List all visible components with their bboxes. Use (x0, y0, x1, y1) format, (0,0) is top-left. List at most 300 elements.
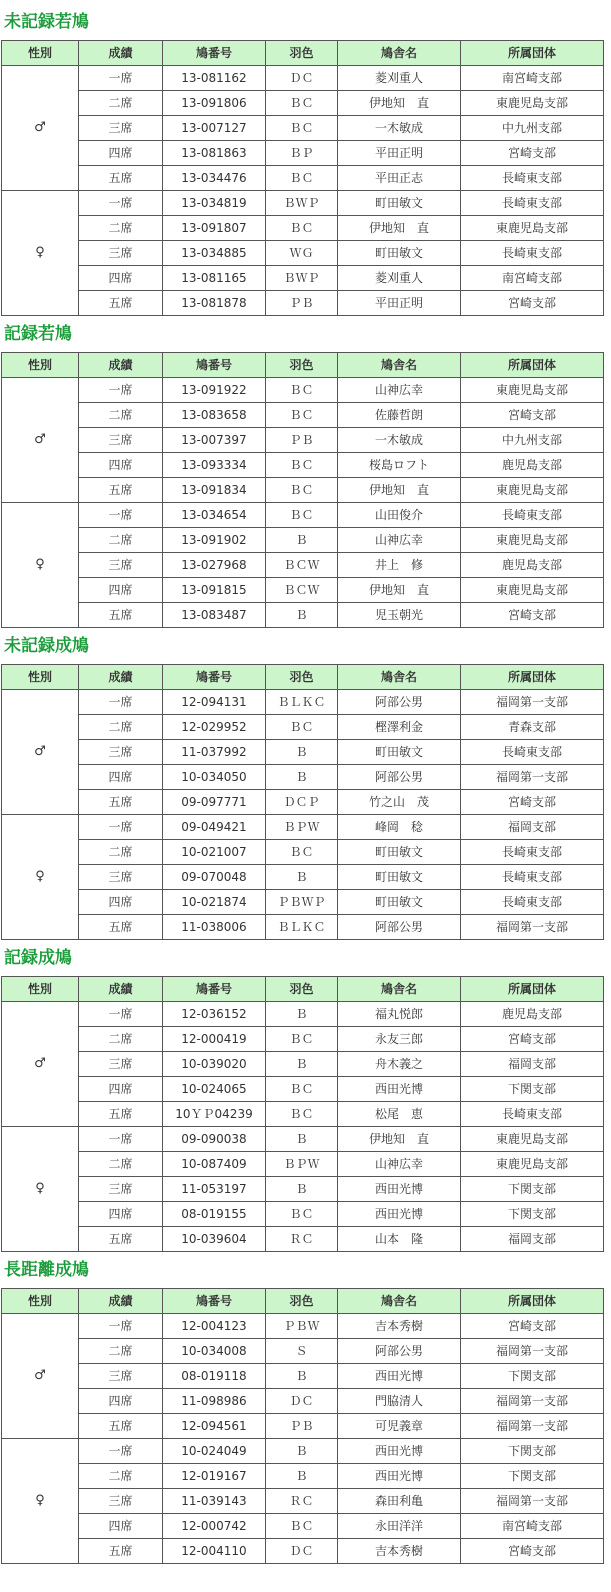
loft-name-cell: 阿部公男 (338, 765, 461, 790)
loft-name-cell: 佐藤哲朗 (338, 403, 461, 428)
section-title: 未記録成鳩 (4, 636, 89, 656)
club-cell: 福岡第一支部 (461, 1414, 604, 1439)
column-header: 成績 (79, 977, 163, 1002)
club-cell: 鹿児島支部 (461, 1002, 604, 1027)
loft-name-cell: 平田正志 (338, 166, 461, 191)
color-cell: Ｂ (266, 1052, 338, 1077)
band-number-cell: 13-091815 (163, 578, 266, 603)
band-number-cell: 13-081162 (163, 66, 266, 91)
band-number-cell: 12-000419 (163, 1027, 266, 1052)
color-cell: Ｂ (266, 528, 338, 553)
club-cell: 長崎東支部 (461, 1102, 604, 1127)
color-cell: ＷＧ (266, 241, 338, 266)
column-header: 羽色 (266, 665, 338, 690)
table-row (2, 840, 604, 865)
loft-name-cell: 町田敏文 (338, 890, 461, 915)
rank-cell: 三席 (79, 865, 163, 890)
rank-cell: 四席 (79, 1077, 163, 1102)
loft-name-cell: 福丸悦郎 (338, 1002, 461, 1027)
color-cell: Ｂ (266, 1127, 338, 1152)
club-cell: 鹿児島支部 (461, 553, 604, 578)
band-number-cell: 13-083658 (163, 403, 266, 428)
band-number-cell: 13-027968 (163, 553, 266, 578)
band-number-cell: 10-024065 (163, 1077, 266, 1102)
band-number-cell: 08-019118 (163, 1364, 266, 1389)
loft-name-cell: 児玉朝光 (338, 603, 461, 628)
color-cell: ＰＢＷ (266, 1314, 338, 1339)
table-row (2, 1027, 604, 1052)
rank-cell: 三席 (79, 428, 163, 453)
column-header: 成績 (79, 665, 163, 690)
loft-name-cell: 西田光博 (338, 1202, 461, 1227)
table-row (2, 66, 604, 91)
color-cell: ＰＢＷＰ (266, 890, 338, 915)
loft-name-cell: 松尾 恵 (338, 1102, 461, 1127)
rank-cell: 一席 (79, 378, 163, 403)
table-row (2, 453, 604, 478)
section-title: 長距離成鳩 (4, 1260, 89, 1280)
color-cell: ＢＷＰ (266, 191, 338, 216)
club-cell: 長崎東支部 (461, 865, 604, 890)
column-header: 性別 (2, 665, 79, 690)
table-row (2, 1152, 604, 1177)
results-section (0, 312, 611, 624)
color-cell: ＢＣ (266, 1077, 338, 1102)
color-cell: ＢＣ (266, 116, 338, 141)
color-cell: Ｂ (266, 1177, 338, 1202)
column-header: 性別 (2, 41, 79, 66)
club-cell: 長崎東支部 (461, 191, 604, 216)
band-number-cell: 11-038006 (163, 915, 266, 940)
color-cell: ＲＣ (266, 1227, 338, 1252)
club-cell: 東鹿児島支部 (461, 216, 604, 241)
club-cell: 東鹿児島支部 (461, 1152, 604, 1177)
color-cell: ＢＷＰ (266, 266, 338, 291)
rank-cell: 四席 (79, 453, 163, 478)
rank-cell: 三席 (79, 116, 163, 141)
loft-name-cell: 永友三郎 (338, 1027, 461, 1052)
band-number-cell: 12-019167 (163, 1464, 266, 1489)
rank-cell: 二席 (79, 1152, 163, 1177)
column-header: 所属団体 (461, 977, 604, 1002)
table-row (2, 553, 604, 578)
band-number-cell: 12-036152 (163, 1002, 266, 1027)
header-row (2, 977, 604, 1002)
rank-cell: 四席 (79, 1389, 163, 1414)
band-number-cell: 13-081165 (163, 266, 266, 291)
table-row (2, 1002, 604, 1027)
rank-cell: 四席 (79, 578, 163, 603)
color-cell: ＢＣ (266, 91, 338, 116)
rank-cell: 二席 (79, 403, 163, 428)
color-cell: ＢＣ (266, 503, 338, 528)
table-row (2, 91, 604, 116)
color-cell: Ｂ (266, 603, 338, 628)
rank-cell: 二席 (79, 216, 163, 241)
band-number-cell: 12-004123 (163, 1314, 266, 1339)
loft-name-cell: 吉本秀樹 (338, 1314, 461, 1339)
color-cell: ＢＣ (266, 1027, 338, 1052)
results-section (0, 1248, 611, 1560)
club-cell: 東鹿児島支部 (461, 378, 604, 403)
color-cell: ＢＣ (266, 1102, 338, 1127)
color-cell: ＲＣ (266, 1489, 338, 1514)
table-row (2, 890, 604, 915)
club-cell: 南宮崎支部 (461, 66, 604, 91)
club-cell: 東鹿児島支部 (461, 478, 604, 503)
color-cell: ＢＰＷ (266, 815, 338, 840)
color-cell: Ｂ (266, 1002, 338, 1027)
band-number-cell: 11-098986 (163, 1389, 266, 1414)
loft-name-cell: 西田光博 (338, 1464, 461, 1489)
table-row (2, 815, 604, 840)
loft-name-cell: 町田敏文 (338, 191, 461, 216)
color-cell: ＰＢ (266, 428, 338, 453)
rank-cell: 二席 (79, 1339, 163, 1364)
loft-name-cell: 西田光博 (338, 1364, 461, 1389)
table-row (2, 1464, 604, 1489)
table-row (2, 1177, 604, 1202)
column-header: 鳩番号 (163, 353, 266, 378)
band-number-cell: 12-004110 (163, 1539, 266, 1564)
loft-name-cell: 山神広幸 (338, 378, 461, 403)
club-cell: 宮崎支部 (461, 1314, 604, 1339)
club-cell: 東鹿児島支部 (461, 578, 604, 603)
color-cell: ＢＣ (266, 1514, 338, 1539)
loft-name-cell: 西田光博 (338, 1077, 461, 1102)
club-cell: 福岡第一支部 (461, 1489, 604, 1514)
table-row (2, 1202, 604, 1227)
band-number-cell: 12-094561 (163, 1414, 266, 1439)
table-row (2, 1052, 604, 1077)
band-number-cell: 12-094131 (163, 690, 266, 715)
band-number-cell: 13-091834 (163, 478, 266, 503)
color-cell: ＢＣ (266, 715, 338, 740)
loft-name-cell: 可児義章 (338, 1414, 461, 1439)
club-cell: 福岡第一支部 (461, 1339, 604, 1364)
loft-name-cell: 西田光博 (338, 1177, 461, 1202)
rank-cell: 一席 (79, 503, 163, 528)
band-number-cell: 10-034008 (163, 1339, 266, 1364)
header-row (2, 665, 604, 690)
table-row (2, 166, 604, 191)
rank-cell: 一席 (79, 1002, 163, 1027)
band-number-cell: 08-019155 (163, 1202, 266, 1227)
color-cell: Ｂ (266, 1464, 338, 1489)
table-row (2, 1127, 604, 1152)
color-cell: ＢＣ (266, 1202, 338, 1227)
rank-cell: 一席 (79, 66, 163, 91)
sex-cell: ♂ (2, 1314, 79, 1439)
header-row (2, 353, 604, 378)
header-row (2, 1289, 604, 1314)
color-cell: ＢＣ (266, 378, 338, 403)
band-number-cell: 09-097771 (163, 790, 266, 815)
column-header: 成績 (79, 1289, 163, 1314)
rank-cell: 五席 (79, 790, 163, 815)
table-row (2, 428, 604, 453)
loft-name-cell: 菱刈重人 (338, 266, 461, 291)
rank-cell: 五席 (79, 1539, 163, 1564)
table-row (2, 1077, 604, 1102)
table-row (2, 1364, 604, 1389)
results-table (1, 664, 604, 940)
color-cell: ＰＢ (266, 1414, 338, 1439)
rank-cell: 二席 (79, 1027, 163, 1052)
rank-cell: 三席 (79, 740, 163, 765)
band-number-cell: 10-021007 (163, 840, 266, 865)
column-header: 鳩舎名 (338, 353, 461, 378)
table-row (2, 1439, 604, 1464)
rank-cell: 五席 (79, 1102, 163, 1127)
color-cell: ＤＣＰ (266, 790, 338, 815)
club-cell: 下関支部 (461, 1464, 604, 1489)
club-cell: 宮崎支部 (461, 291, 604, 316)
band-number-cell: 10-039020 (163, 1052, 266, 1077)
loft-name-cell: 平田正明 (338, 141, 461, 166)
band-number-cell: 13-034885 (163, 241, 266, 266)
club-cell: 東鹿児島支部 (461, 528, 604, 553)
loft-name-cell: 竹之山 茂 (338, 790, 461, 815)
club-cell: 福岡第一支部 (461, 765, 604, 790)
color-cell: ＢＣ (266, 403, 338, 428)
club-cell: 長崎東支部 (461, 241, 604, 266)
table-row (2, 1339, 604, 1364)
table-row (2, 378, 604, 403)
table-row (2, 578, 604, 603)
rank-cell: 四席 (79, 765, 163, 790)
band-number-cell: 09-090038 (163, 1127, 266, 1152)
loft-name-cell: 峰岡 稔 (338, 815, 461, 840)
club-cell: 長崎東支部 (461, 740, 604, 765)
rank-cell: 三席 (79, 1364, 163, 1389)
loft-name-cell: 伊地知 直 (338, 91, 461, 116)
sex-cell: ♀ (2, 1439, 79, 1564)
table-row (2, 1102, 604, 1127)
club-cell: 福岡支部 (461, 1052, 604, 1077)
band-number-cell: 13-091806 (163, 91, 266, 116)
rank-cell: 五席 (79, 1227, 163, 1252)
club-cell: 宮崎支部 (461, 1539, 604, 1564)
color-cell: ＢＣ (266, 453, 338, 478)
color-cell: Ｂ (266, 1439, 338, 1464)
rank-cell: 二席 (79, 715, 163, 740)
loft-name-cell: 阿部公男 (338, 915, 461, 940)
color-cell: ＢＣ (266, 840, 338, 865)
table-row (2, 865, 604, 890)
sex-cell: ♀ (2, 1127, 79, 1252)
rank-cell: 五席 (79, 291, 163, 316)
rank-cell: 三席 (79, 553, 163, 578)
club-cell: 中九州支部 (461, 428, 604, 453)
sex-cell: ♂ (2, 378, 79, 503)
rank-cell: 一席 (79, 1314, 163, 1339)
color-cell: ＤＣ (266, 1539, 338, 1564)
section-title: 記録若鳩 (4, 324, 72, 344)
rank-cell: 一席 (79, 191, 163, 216)
column-header: 性別 (2, 977, 79, 1002)
loft-name-cell: 平田正明 (338, 291, 461, 316)
club-cell: 下関支部 (461, 1202, 604, 1227)
sex-cell: ♂ (2, 690, 79, 815)
rank-cell: 三席 (79, 241, 163, 266)
color-cell: ＢＣ (266, 478, 338, 503)
column-header: 鳩舎名 (338, 1289, 461, 1314)
column-header: 所属団体 (461, 41, 604, 66)
results-table (1, 1288, 604, 1564)
rank-cell: 二席 (79, 840, 163, 865)
rank-cell: 三席 (79, 1052, 163, 1077)
club-cell: 下関支部 (461, 1177, 604, 1202)
band-number-cell: 13-081878 (163, 291, 266, 316)
column-header: 所属団体 (461, 1289, 604, 1314)
column-header: 羽色 (266, 977, 338, 1002)
color-cell: ＢＬＫＣ (266, 690, 338, 715)
loft-name-cell: 阿部公男 (338, 690, 461, 715)
color-cell: ＢＰＷ (266, 1152, 338, 1177)
club-cell: 東鹿児島支部 (461, 1127, 604, 1152)
band-number-cell: 13-081863 (163, 141, 266, 166)
column-header: 鳩舎名 (338, 41, 461, 66)
band-number-cell: 13-007397 (163, 428, 266, 453)
club-cell: 東鹿児島支部 (461, 91, 604, 116)
loft-name-cell: 伊地知 直 (338, 1127, 461, 1152)
loft-name-cell: 町田敏文 (338, 840, 461, 865)
band-number-cell: 13-034476 (163, 166, 266, 191)
loft-name-cell: 阿部公男 (338, 1339, 461, 1364)
club-cell: 下関支部 (461, 1077, 604, 1102)
band-number-cell: 10-021874 (163, 890, 266, 915)
loft-name-cell: 井上 修 (338, 553, 461, 578)
table-row (2, 765, 604, 790)
club-cell: 宮崎支部 (461, 141, 604, 166)
column-header: 成績 (79, 353, 163, 378)
results-section (0, 624, 611, 936)
loft-name-cell: 伊地知 直 (338, 578, 461, 603)
loft-name-cell: 山神広幸 (338, 1152, 461, 1177)
column-header: 鳩番号 (163, 41, 266, 66)
band-number-cell: 13-083487 (163, 603, 266, 628)
band-number-cell: 11-037992 (163, 740, 266, 765)
rank-cell: 五席 (79, 915, 163, 940)
table-row (2, 1539, 604, 1564)
color-cell: ＢＣＷ (266, 578, 338, 603)
club-cell: 南宮崎支部 (461, 266, 604, 291)
color-cell: Ｂ (266, 865, 338, 890)
band-number-cell: 13-093334 (163, 453, 266, 478)
sex-cell: ♀ (2, 503, 79, 628)
rank-cell: 四席 (79, 1202, 163, 1227)
results-table (1, 352, 604, 628)
loft-name-cell: 町田敏文 (338, 241, 461, 266)
table-row (2, 715, 604, 740)
loft-name-cell: 一木敏成 (338, 428, 461, 453)
color-cell: ＢＬＫＣ (266, 915, 338, 940)
rank-cell: 一席 (79, 815, 163, 840)
table-row (2, 1389, 604, 1414)
band-number-cell: 13-091922 (163, 378, 266, 403)
column-header: 鳩番号 (163, 977, 266, 1002)
rank-cell: 二席 (79, 528, 163, 553)
results-table (1, 40, 604, 316)
table-row (2, 503, 604, 528)
loft-name-cell: 町田敏文 (338, 740, 461, 765)
column-header: 羽色 (266, 41, 338, 66)
club-cell: 福岡支部 (461, 815, 604, 840)
rank-cell: 四席 (79, 890, 163, 915)
table-row (2, 528, 604, 553)
color-cell: ＤＣ (266, 1389, 338, 1414)
color-cell: ＢＣ (266, 216, 338, 241)
loft-name-cell: 西田光博 (338, 1439, 461, 1464)
loft-name-cell: 吉本秀樹 (338, 1539, 461, 1564)
band-number-cell: 13-034654 (163, 503, 266, 528)
sex-cell: ♀ (2, 191, 79, 316)
band-number-cell: 12-000742 (163, 1514, 266, 1539)
loft-name-cell: 山本 隆 (338, 1227, 461, 1252)
table-row (2, 403, 604, 428)
band-number-cell: 13-007127 (163, 116, 266, 141)
band-number-cell: 09-070048 (163, 865, 266, 890)
column-header: 所属団体 (461, 353, 604, 378)
club-cell: 長崎東支部 (461, 166, 604, 191)
column-header: 性別 (2, 1289, 79, 1314)
loft-name-cell: 山田俊介 (338, 503, 461, 528)
loft-name-cell: 一木敏成 (338, 116, 461, 141)
section-title: 未記録若鳩 (4, 12, 89, 32)
rank-cell: 三席 (79, 1489, 163, 1514)
table-row (2, 1514, 604, 1539)
table-row (2, 266, 604, 291)
table-row (2, 790, 604, 815)
club-cell: 宮崎支部 (461, 403, 604, 428)
rank-cell: 五席 (79, 1414, 163, 1439)
results-section (0, 0, 611, 312)
color-cell: Ｓ (266, 1339, 338, 1364)
loft-name-cell: 森田利亀 (338, 1489, 461, 1514)
club-cell: 福岡第一支部 (461, 1389, 604, 1414)
color-cell: ＢＣＷ (266, 553, 338, 578)
club-cell: 下関支部 (461, 1439, 604, 1464)
results-table (1, 976, 604, 1252)
club-cell: 宮崎支部 (461, 790, 604, 815)
club-cell: 青森支部 (461, 715, 604, 740)
table-row (2, 116, 604, 141)
club-cell: 下関支部 (461, 1364, 604, 1389)
band-number-cell: 09-049421 (163, 815, 266, 840)
column-header: 鳩舎名 (338, 665, 461, 690)
band-number-cell: 10-087409 (163, 1152, 266, 1177)
column-header: 性別 (2, 353, 79, 378)
rank-cell: 四席 (79, 141, 163, 166)
sex-cell: ♂ (2, 66, 79, 191)
rank-cell: 四席 (79, 266, 163, 291)
color-cell: Ｂ (266, 765, 338, 790)
column-header: 鳩番号 (163, 665, 266, 690)
column-header: 所属団体 (461, 665, 604, 690)
rank-cell: 二席 (79, 1464, 163, 1489)
loft-name-cell: 伊地知 直 (338, 216, 461, 241)
band-number-cell: 10-039604 (163, 1227, 266, 1252)
column-header: 羽色 (266, 353, 338, 378)
color-cell: ＤＣ (266, 66, 338, 91)
table-row (2, 1314, 604, 1339)
band-number-cell: 11-053197 (163, 1177, 266, 1202)
table-row (2, 1489, 604, 1514)
club-cell: 長崎東支部 (461, 840, 604, 865)
table-row (2, 141, 604, 166)
club-cell: 長崎東支部 (461, 890, 604, 915)
